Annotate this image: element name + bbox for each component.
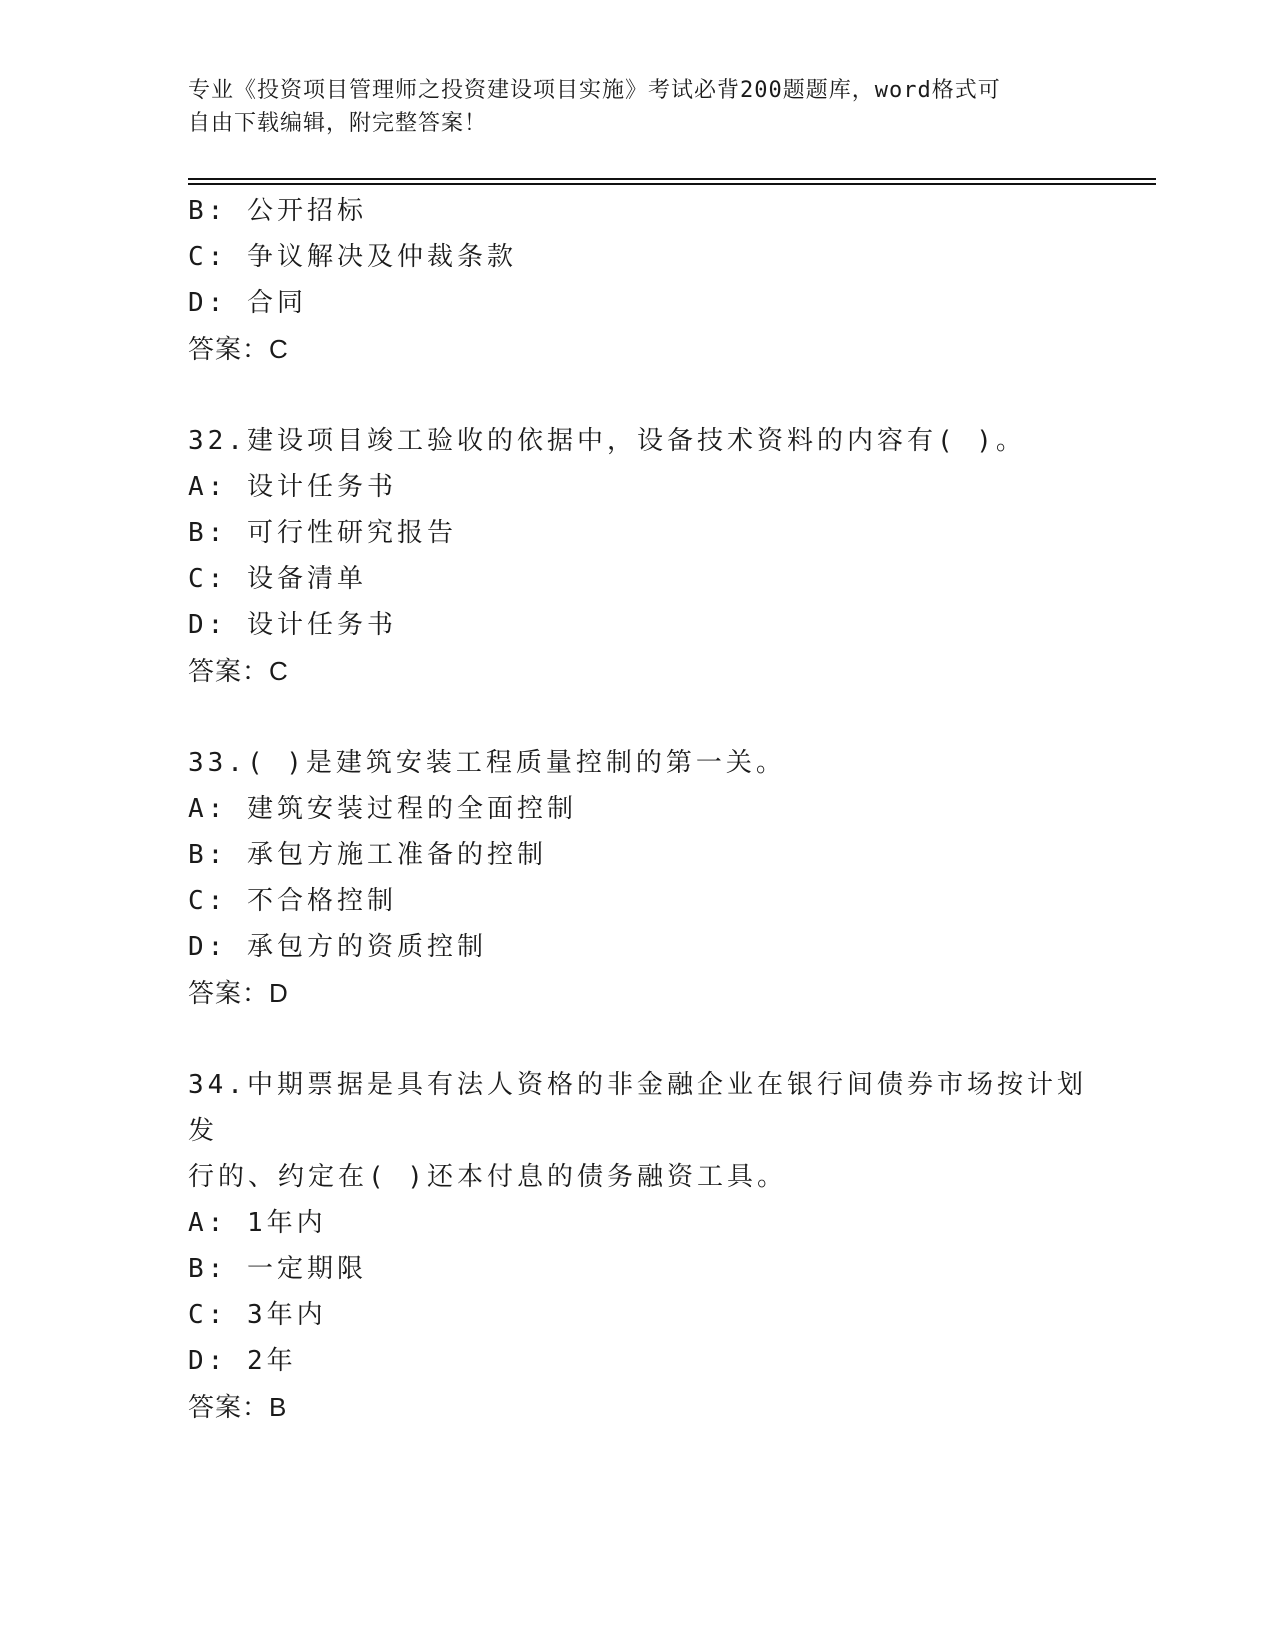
option-d: D: 合同	[188, 288, 307, 318]
question-list	[188, 188, 1088, 1430]
option-a: A: 建筑安装过程的全面控制	[188, 794, 577, 824]
option-c: C: 不合格控制	[188, 886, 397, 916]
question-33	[188, 740, 1088, 1016]
option-d: D: 设计任务书	[188, 610, 397, 640]
document-header	[188, 74, 1068, 140]
header-divider-top	[188, 178, 1156, 180]
option-b: B: 公开招标	[188, 196, 367, 226]
question-32	[188, 418, 1088, 694]
option-d: D: 2年	[188, 1346, 297, 1376]
question-text	[188, 1062, 1088, 1200]
option-b: B: 承包方施工准备的控制	[188, 840, 547, 870]
question-text-line-2: 行的、约定在( )还本付息的债务融资工具。	[188, 1162, 787, 1192]
question-34	[188, 1062, 1088, 1430]
option-c: C: 设备清单	[188, 564, 367, 594]
option-b: B: 一定期限	[188, 1254, 367, 1284]
header-divider-bottom	[188, 183, 1156, 185]
header-title-line-2: 自由下载编辑，附完整答案！	[188, 111, 488, 136]
option-a: A: 1年内	[188, 1208, 327, 1238]
answer: 答案：B	[188, 1392, 288, 1422]
answer: 答案：C	[188, 656, 289, 686]
question-text-line-1: 34.中期票据是具有法人资格的非金融企业在银行间债券市场按计划发	[188, 1070, 1087, 1146]
option-c: C: 3年内	[188, 1300, 327, 1330]
option-a: A: 设计任务书	[188, 472, 397, 502]
question-text: 32.建设项目竣工验收的依据中，设备技术资料的内容有( )。	[188, 426, 1026, 456]
answer: 答案：C	[188, 334, 289, 364]
option-b: B: 可行性研究报告	[188, 518, 457, 548]
option-c: C: 争议解决及仲裁条款	[188, 242, 517, 272]
question-31-tail	[188, 188, 1088, 372]
answer: 答案：D	[188, 978, 289, 1008]
option-d: D: 承包方的资质控制	[188, 932, 487, 962]
question-text: 33.( )是建筑安装工程质量控制的第一关。	[188, 748, 786, 778]
header-title-line-1: 专业《投资项目管理师之投资建设项目实施》考试必背200题题库，word格式可	[188, 78, 1001, 103]
